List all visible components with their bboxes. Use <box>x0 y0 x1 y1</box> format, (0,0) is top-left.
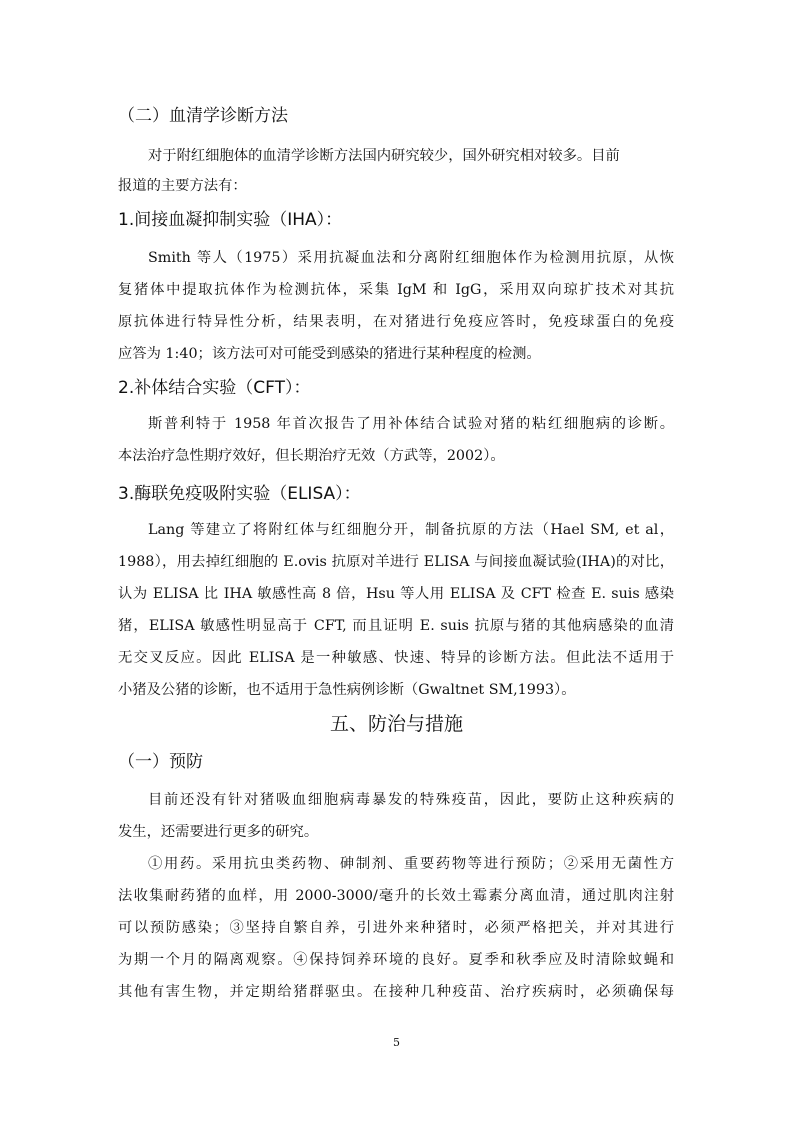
paragraph-line: 对于附红细胞体的血清学诊断方法国内研究较少，国外研究相对较多。目前 <box>148 148 620 164</box>
chapter-heading: 五、防治与措施 <box>329 713 463 735</box>
paragraph-line: 应答为 1:40；该方法可对可能受到感染的猪进行某种程度的检测。 <box>118 346 541 362</box>
paragraph-line: Smith 等人（1975）采用抗凝血法和分离附红细胞体作为检测用抗原，从恢 <box>148 250 674 266</box>
paragraph-line: 小猪及公猪的诊断，也不适用于急性病例诊断（Gwaltnet SM,1993）。 <box>118 682 576 698</box>
paragraph-line: 认为 ELISA 比 IHA 敏感性高 8 倍，Hsu 等人用 ELISA 及 CFT 检查 E. suis 感染 <box>118 586 674 602</box>
section-heading-prevention: （一）预防 <box>118 752 203 772</box>
paragraph-line: 为期一个月的隔离观察。④保持饲养环境的良好。夏季和秋季应及时清除蚊蝇和 <box>118 952 674 968</box>
method-heading-elisa: 3.酶联免疫吸附实验（ELISA）： <box>118 484 361 504</box>
paragraph-line: 本法治疗急性期疗效好，但长期治疗无效（方武等，2002）。 <box>118 448 505 464</box>
paragraph-line: 目前还没有针对猪吸血细胞病毒暴发的特殊疫苗，因此，要防止这种疾病的 <box>148 792 674 808</box>
paragraph-line: 发生，还需要进行更多的研究。 <box>118 824 319 840</box>
method-heading-iha: 1.间接血凝抑制实验（IHA）： <box>118 210 343 230</box>
paragraph-line: 斯普利特于 1958 年首次报告了用补体结合试验对猪的粘红细胞病的诊断。 <box>148 416 674 432</box>
paragraph-line: 原抗体进行特异性分析，结果表明，在对猪进行免疫应答时，免疫球蛋白的免疫 <box>118 314 674 330</box>
paragraph-line: 猪，ELISA 敏感性明显高于 CFT, 而且证明 E. suis 抗原与猪的其他病感染的血清 <box>118 618 674 634</box>
page-number: 5 <box>393 1036 400 1049</box>
paragraph-line: Lang 等建立了将附红体与红细胞分开，制备抗原的方法（Hael SM, et al， <box>148 522 674 538</box>
paragraph-line: ①用药。采用抗虫类药物、砷制剂、重要药物等进行预防；②采用无菌性方 <box>148 856 674 872</box>
section-heading-serology: （二）血清学诊断方法 <box>118 106 288 126</box>
paragraph-line: 可以预防感染；③坚持自繁自养，引进外来种猪时，必须严格把关，并对其进行 <box>118 920 674 936</box>
paragraph-line: 复猪体中提取抗体作为检测抗体，采集 IgM 和 IgG，采用双向琼扩技术对其抗 <box>118 282 674 298</box>
paragraph-line: 法收集耐药猪的血样，用 2000-3000/毫升的长效土霉素分离血清，通过肌肉注射 <box>118 888 674 904</box>
paragraph-line: 报道的主要方法有： <box>118 178 247 194</box>
paragraph-line: 1988），用去掉红细胞的 E.ovis 抗原对羊进行 ELISA 与间接血凝试验(IHA)的对比， <box>118 554 674 570</box>
paragraph-line: 其他有害生物，并定期给猪群驱虫。在接种几种疫苗、治疗疾病时，必须确保每 <box>118 984 674 1000</box>
method-heading-cft: 2.补体结合实验（CFT）： <box>118 378 311 398</box>
paragraph-line: 无交叉反应。因此 ELISA 是一种敏感、快速、特异的诊断方法。但此法不适用于 <box>118 650 674 666</box>
